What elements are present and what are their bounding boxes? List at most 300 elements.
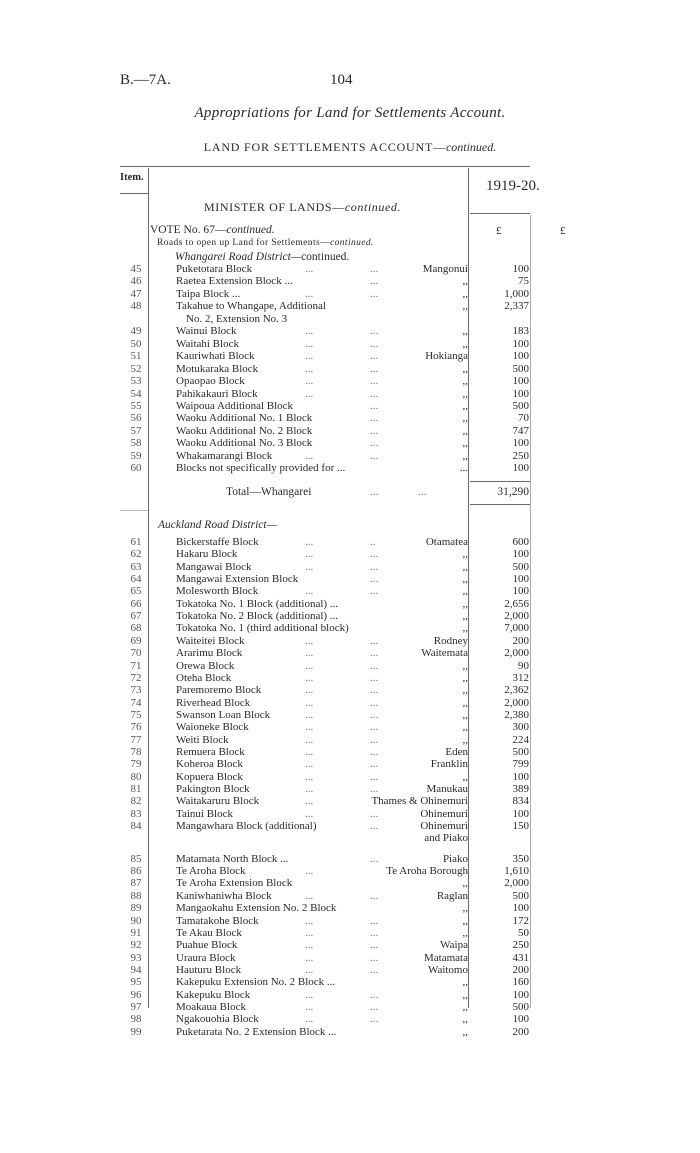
- section-separator: [120, 510, 148, 511]
- table-row: [0, 877, 700, 889]
- amount: 300: [512, 721, 529, 734]
- table-row: [0, 610, 700, 622]
- table-row: [0, 890, 700, 902]
- item-number: 97: [130, 1000, 142, 1013]
- amount: 100: [512, 807, 529, 820]
- leader-dots: ...: [370, 449, 379, 462]
- electoral-district: ,,: [462, 988, 468, 1001]
- table-row: [0, 263, 700, 275]
- amount: 431: [512, 951, 529, 964]
- electoral-district: ,,: [462, 375, 468, 388]
- item-number: 59: [130, 449, 142, 462]
- amount: 2,362: [504, 684, 529, 697]
- item-number: 74: [130, 696, 142, 709]
- leader-dots: ...: [305, 807, 314, 820]
- leader-dots: ...: [370, 634, 379, 647]
- table-row: [0, 832, 700, 844]
- item-number: 82: [130, 795, 142, 808]
- leader-dots: ...: [370, 951, 379, 964]
- item-number: 56: [130, 412, 142, 425]
- block-name: Tokatoka No. 1 (third additional block): [176, 622, 349, 635]
- block-name: No. 2, Extension No. 3: [186, 312, 288, 325]
- amount: 100: [512, 585, 529, 598]
- block-name: Kopuera Block: [176, 770, 243, 783]
- leader-dots: ...: [370, 287, 379, 300]
- table-row: [0, 771, 700, 783]
- leader-dots: ...: [370, 350, 379, 363]
- item-number: 53: [130, 375, 142, 388]
- amount: 100: [512, 573, 529, 586]
- amount: 100: [512, 770, 529, 783]
- block-name: Waioneke Block: [176, 721, 249, 734]
- table-row: [0, 660, 700, 672]
- leader-dots: ...: [370, 263, 379, 275]
- block-name: Taipa Block ...: [176, 287, 241, 300]
- item-number: 48: [130, 300, 142, 313]
- amount: 834: [512, 795, 529, 808]
- leader-dots: ...: [305, 337, 314, 350]
- leader-dots: ...: [305, 536, 314, 548]
- total-amount: 31,290: [497, 486, 529, 498]
- amount: 799: [512, 758, 529, 771]
- table-row: [0, 536, 700, 548]
- whangarei-continued: continued.: [301, 251, 350, 263]
- block-name: Blocks not specifically provided for ...: [176, 462, 346, 475]
- leader-dots: ...: [305, 758, 314, 771]
- leader-dots: ...: [370, 325, 379, 338]
- leader-dots: ...: [305, 671, 314, 684]
- item-number: 57: [130, 424, 142, 437]
- page-number: 104: [330, 72, 353, 88]
- block-name: Oteha Block: [176, 671, 232, 684]
- leader-dots: ...: [370, 362, 379, 375]
- table-row: [0, 585, 700, 597]
- item-number: 84: [130, 820, 142, 833]
- electoral-district: ,,: [462, 610, 468, 623]
- electoral-district: Franklin: [430, 758, 468, 771]
- page-title: Appropriations for Land for Settlements Account.: [194, 105, 506, 121]
- amount: 100: [512, 263, 529, 275]
- amount: 600: [512, 536, 529, 548]
- table-row: [0, 462, 700, 474]
- table-row: [0, 746, 700, 758]
- item-number: 75: [130, 708, 142, 721]
- table-row: [0, 622, 700, 634]
- vote-label: VOTE No. 67—: [150, 224, 227, 236]
- block-name: Bickerstaffe Block: [176, 536, 259, 548]
- item-number: 91: [130, 926, 142, 939]
- leader-dots: ...: [370, 275, 379, 288]
- table-row: [0, 1001, 700, 1013]
- leader-dots: ...: [305, 375, 314, 388]
- leader-dots: ...: [305, 795, 314, 808]
- vote-heading: [150, 224, 275, 236]
- electoral-district: Waitemata: [421, 647, 468, 660]
- block-name: Tamatakohe Block: [176, 914, 259, 927]
- block-name: Uraura Block: [176, 951, 236, 964]
- item-number: 65: [130, 585, 142, 598]
- block-name: Mangaokahu Extension No. 2 Block: [176, 902, 337, 915]
- table-row: [0, 647, 700, 659]
- electoral-district: ,,: [462, 424, 468, 437]
- item-number: 64: [130, 573, 142, 586]
- leader-dots: ...: [305, 659, 314, 672]
- block-name: Mangawhara Block (additional): [176, 820, 317, 833]
- table-row: [0, 388, 700, 400]
- leader-dots: ...: [305, 939, 314, 952]
- table-row: [0, 672, 700, 684]
- subtitle-main: LAND FOR SETTLEMENTS ACCOUNT—: [203, 140, 446, 154]
- block-name: Kakepuku Extension No. 2 Block ...: [176, 976, 336, 989]
- item-number: 46: [130, 275, 142, 288]
- electoral-district: ,,: [462, 1013, 468, 1026]
- leader-dots: ...: [370, 573, 379, 586]
- leader-dots: ...: [305, 362, 314, 375]
- block-name: Takahue to Whangape, Additional: [176, 300, 326, 313]
- leader-dots: ...: [370, 820, 379, 833]
- table-row: [0, 989, 700, 1001]
- amount: 500: [512, 1000, 529, 1013]
- item-number: 93: [130, 951, 142, 964]
- item-number: 98: [130, 1013, 142, 1026]
- item-number: 85: [130, 852, 142, 865]
- leader-dots: ...: [305, 733, 314, 746]
- leader-dots: ...: [370, 424, 379, 437]
- table-row: [0, 709, 700, 721]
- electoral-district: ,,: [462, 362, 468, 375]
- table-row: [0, 598, 700, 610]
- block-name: Puketarata No. 2 Extension Block ...: [176, 1025, 337, 1038]
- auckland-district-heading: Auckland Road District—: [158, 519, 277, 531]
- electoral-district: ,,: [462, 659, 468, 672]
- item-number: 92: [130, 939, 142, 952]
- leader-dots: ...: [305, 449, 314, 462]
- electoral-district: Waipa: [440, 939, 468, 952]
- amount: 500: [512, 399, 529, 412]
- block-name: Puahue Block: [176, 939, 238, 952]
- table-row: [0, 325, 700, 337]
- block-name: Mangawai Extension Block: [176, 573, 299, 586]
- amount: 500: [512, 889, 529, 902]
- total-bottom-rule: [470, 504, 530, 505]
- amount: 100: [512, 548, 529, 561]
- leader-dots: ...: [370, 560, 379, 573]
- leader-dots: ...: [305, 721, 314, 734]
- amount: 747: [512, 424, 529, 437]
- electoral-district: Piako: [442, 852, 468, 865]
- leader-dots: ...: [305, 696, 314, 709]
- leader-dots: ...: [370, 1000, 379, 1013]
- electoral-district: ,,: [462, 926, 468, 939]
- item-number: 63: [130, 560, 142, 573]
- block-name: Kaniwhaniwha Block: [176, 889, 272, 902]
- leader-dots: ...: [370, 852, 379, 865]
- item-number: 78: [130, 745, 142, 758]
- item-number: 70: [130, 647, 142, 660]
- electoral-district: ,,: [462, 733, 468, 746]
- table-row: [0, 363, 700, 375]
- amount: 200: [512, 634, 529, 647]
- table-row: [0, 927, 700, 939]
- item-number: 62: [130, 548, 142, 561]
- block-name: Waoku Additional No. 2 Block: [176, 424, 313, 437]
- amount: 389: [512, 783, 529, 795]
- amount: 224: [512, 733, 529, 746]
- item-number: 86: [130, 865, 142, 878]
- item-number: 47: [130, 287, 142, 300]
- leader-dots: ...: [370, 1013, 379, 1026]
- block-name: Waipoua Additional Block: [176, 399, 294, 412]
- leader-dots: ...: [305, 647, 314, 660]
- item-number: 54: [130, 387, 142, 400]
- item-number: 88: [130, 889, 142, 902]
- electoral-district: ,,: [462, 976, 468, 989]
- minister-heading: [204, 200, 401, 215]
- block-name: Koheroa Block: [176, 758, 243, 771]
- total-top-rule: [470, 481, 530, 482]
- electoral-district: ,,: [462, 399, 468, 412]
- amount: 100: [512, 387, 529, 400]
- item-number: 96: [130, 988, 142, 1001]
- amount: 50: [518, 926, 529, 939]
- electoral-district: Ohinemuri: [420, 807, 468, 820]
- item-number: 55: [130, 399, 142, 412]
- table-row: [0, 350, 700, 362]
- subtitle-continued: continued.: [445, 140, 497, 154]
- pound-sign-1: £: [496, 225, 502, 237]
- item-number: 68: [130, 622, 142, 635]
- leader-dots: ...: [370, 585, 379, 598]
- amount: 500: [512, 362, 529, 375]
- electoral-district: ,,: [462, 337, 468, 350]
- leader-dots: ...: [370, 963, 379, 976]
- leader-dots: ...: [370, 721, 379, 734]
- block-name: Moakaua Block: [176, 1000, 246, 1013]
- leader-dots: ...: [370, 758, 379, 771]
- amount: 75: [518, 275, 529, 288]
- block-name: Raetea Extension Block ...: [176, 275, 293, 288]
- table-row: [0, 820, 700, 832]
- leader-dots: ...: [370, 770, 379, 783]
- total-label: Total—Whangarei: [226, 486, 312, 498]
- electoral-district: ,,: [462, 275, 468, 288]
- total-dots-1: ...: [370, 486, 379, 498]
- item-number: 81: [130, 783, 142, 795]
- table-row: [0, 853, 700, 865]
- electoral-district: Thames & Ohinemuri: [371, 795, 468, 808]
- table-row: [0, 573, 700, 585]
- table-row: [0, 548, 700, 560]
- item-number: 67: [130, 610, 142, 623]
- item-number: 77: [130, 733, 142, 746]
- leader-dots: ...: [305, 914, 314, 927]
- amount: 160: [512, 976, 529, 989]
- block-name: Waiteitei Block: [176, 634, 245, 647]
- whangarei-district-heading: [175, 251, 349, 263]
- item-number: 83: [130, 807, 142, 820]
- amount: 2,000: [504, 877, 529, 890]
- electoral-district: ,,: [462, 437, 468, 450]
- item-number: 45: [130, 263, 142, 275]
- leader-dots: ...: [305, 865, 314, 878]
- leader-dots: ...: [370, 926, 379, 939]
- amount: 2,000: [504, 696, 529, 709]
- leader-dots: ...: [305, 963, 314, 976]
- leader-dots: ...: [370, 807, 379, 820]
- table-row: [0, 400, 700, 412]
- item-number: 79: [130, 758, 142, 771]
- leader-dots: ...: [305, 926, 314, 939]
- leader-dots: ...: [370, 733, 379, 746]
- table-row: [0, 976, 700, 988]
- electoral-district: Waitomo: [427, 963, 468, 976]
- leader-dots: ...: [305, 684, 314, 697]
- block-name: Te Aroha Extension Block: [176, 877, 293, 890]
- amount: 350: [512, 852, 529, 865]
- table-row: [0, 721, 700, 733]
- leader-dots: ...: [305, 325, 314, 338]
- item-number: 94: [130, 963, 142, 976]
- block-name: Riverhead Block: [176, 696, 251, 709]
- electoral-district: ,,: [462, 902, 468, 915]
- amount: 100: [512, 902, 529, 915]
- leader-dots: ...: [370, 914, 379, 927]
- table-row: [0, 758, 700, 770]
- leader-dots: ...: [370, 399, 379, 412]
- item-number: 61: [130, 536, 142, 548]
- table-row: [0, 734, 700, 746]
- table-row: [0, 561, 700, 573]
- leader-dots: ...: [370, 337, 379, 350]
- table-row: [0, 865, 700, 877]
- amount: 100: [512, 375, 529, 388]
- electoral-district: Eden: [445, 745, 468, 758]
- leader-dots: ...: [305, 951, 314, 964]
- item-number: 99: [130, 1025, 142, 1038]
- electoral-district: and Piako: [424, 832, 468, 845]
- electoral-district: ,,: [462, 573, 468, 586]
- leader-dots: ...: [305, 263, 314, 275]
- electoral-district: ,,: [462, 708, 468, 721]
- item-column-header: Item.: [120, 172, 144, 183]
- leader-dots: ...: [370, 659, 379, 672]
- amount: 100: [512, 1013, 529, 1026]
- electoral-district: ,,: [462, 287, 468, 300]
- leader-dots: ...: [305, 387, 314, 400]
- table-row: [0, 684, 700, 696]
- electoral-district: ,,: [462, 387, 468, 400]
- leader-dots: ...: [305, 1013, 314, 1026]
- leader-dots: ..: [370, 536, 376, 548]
- block-name: Paremoremo Block: [176, 684, 262, 697]
- vote-continued: continued.: [226, 224, 275, 236]
- table-row: [0, 808, 700, 820]
- electoral-district: ,,: [462, 560, 468, 573]
- block-name: Te Aroha Block: [176, 865, 246, 878]
- leader-dots: ...: [305, 889, 314, 902]
- electoral-district: ,,: [462, 684, 468, 697]
- block-name: Orewa Block: [176, 659, 235, 672]
- leader-dots: ...: [370, 684, 379, 697]
- amount: 100: [512, 462, 529, 475]
- electoral-district: ,,: [462, 597, 468, 610]
- amount: 100: [512, 337, 529, 350]
- item-number: 73: [130, 684, 142, 697]
- block-name: Motukaraka Block: [176, 362, 259, 375]
- leader-dots: ...: [305, 634, 314, 647]
- table-row: [0, 902, 700, 914]
- electoral-district: ,,: [462, 1000, 468, 1013]
- leader-dots: ...: [370, 387, 379, 400]
- block-name: Hauturu Block: [176, 963, 242, 976]
- amount: 7,000: [504, 622, 529, 635]
- amount: 2,656: [504, 597, 529, 610]
- leader-dots: ...: [370, 939, 379, 952]
- electoral-district: ,,: [462, 914, 468, 927]
- block-name: Opaopao Block: [176, 375, 245, 388]
- whangarei-label: Whangarei Road District—: [175, 251, 302, 263]
- amount: 200: [512, 1025, 529, 1038]
- block-name: Ngakouohia Block: [176, 1013, 259, 1026]
- electoral-district: ,,: [462, 877, 468, 890]
- table-row: [0, 375, 700, 387]
- table-row: [0, 635, 700, 647]
- table-row: [0, 915, 700, 927]
- electoral-district: Ohinemuri: [420, 820, 468, 833]
- block-name: Weiti Block: [176, 733, 229, 746]
- table-row: [0, 450, 700, 462]
- leader-dots: ...: [305, 770, 314, 783]
- amount: 100: [512, 350, 529, 363]
- item-number: 95: [130, 976, 142, 989]
- roads-label: Roads to open up Land for Settlements—: [157, 238, 330, 248]
- leader-dots: ...: [370, 696, 379, 709]
- item-number: 69: [130, 634, 142, 647]
- amount: 100: [512, 988, 529, 1001]
- amount: 500: [512, 560, 529, 573]
- amount: 1,000: [504, 287, 529, 300]
- block-name: Matamata North Block ...: [176, 852, 289, 865]
- item-number: 90: [130, 914, 142, 927]
- electoral-district: ,,: [462, 622, 468, 635]
- table-row: [0, 939, 700, 951]
- table-row: [0, 338, 700, 350]
- leader-dots: ...: [305, 585, 314, 598]
- amount: 183: [512, 325, 529, 338]
- minister-label: MINISTER OF LANDS—: [204, 200, 345, 214]
- amount: 2,380: [504, 708, 529, 721]
- leader-dots: ...: [370, 412, 379, 425]
- block-name: Waitahi Block: [176, 337, 239, 350]
- amount: 150: [512, 820, 529, 833]
- electoral-district: Raglan: [436, 889, 468, 902]
- item-number: 66: [130, 597, 142, 610]
- table-row: [0, 795, 700, 807]
- leader-dots: ...: [370, 671, 379, 684]
- leader-dots: ...: [370, 708, 379, 721]
- item-number: 72: [130, 671, 142, 684]
- block-name: Tokatoka No. 1 Block (additional) ...: [176, 597, 339, 610]
- block-name: Pahikakauri Block: [176, 387, 258, 400]
- table-row: [0, 697, 700, 709]
- block-name: Te Akau Block: [176, 926, 242, 939]
- electoral-district: ,,: [462, 721, 468, 734]
- electoral-district: ,,: [462, 548, 468, 561]
- item-header-rule: [120, 193, 148, 194]
- block-name: Mangawai Block: [176, 560, 252, 573]
- electoral-district: ...: [459, 462, 468, 475]
- leader-dots: ...: [370, 889, 379, 902]
